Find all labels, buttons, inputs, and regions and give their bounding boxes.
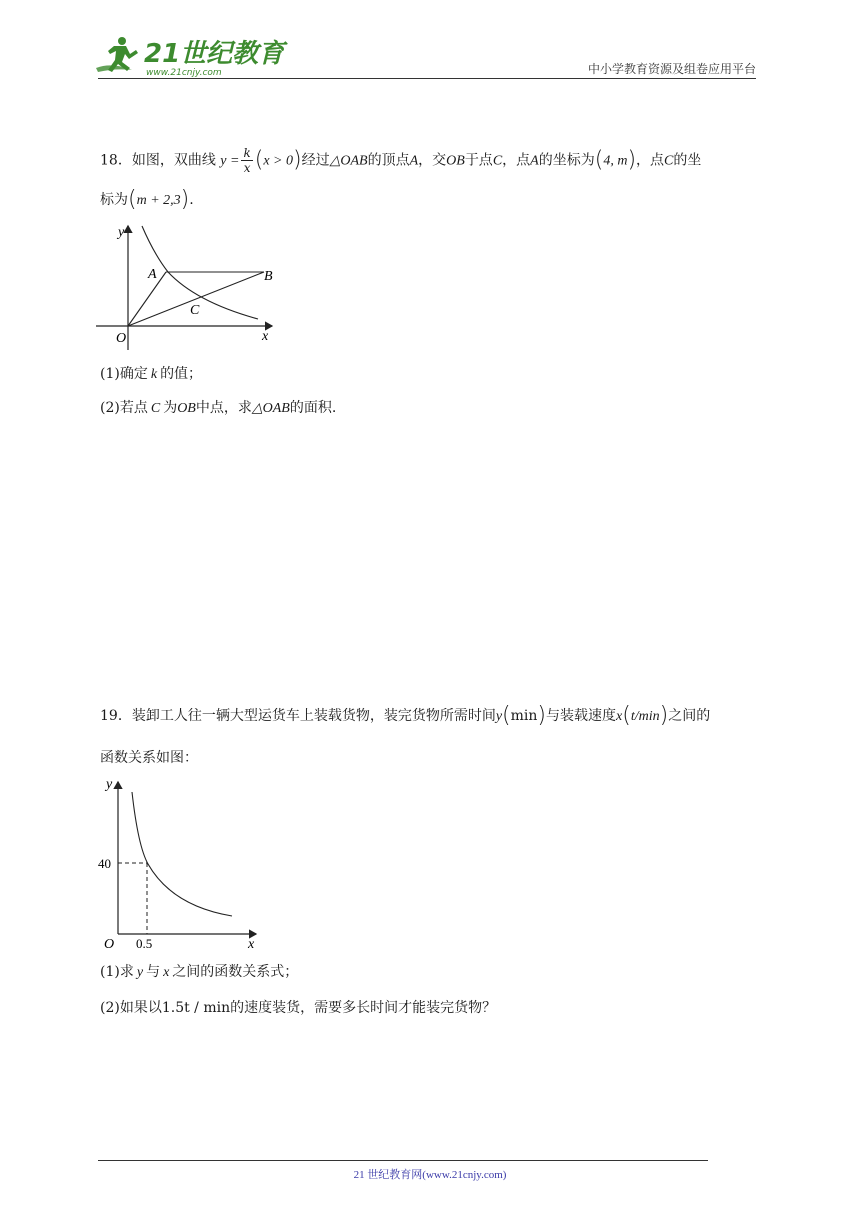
q18-stem-line1: 18．如图，双曲线 y = $\frac{k}{x}$ (x > 0)经过△OAB的顶点A，交OB于点C，点A的坐标为(4, m)，点C的坐 bbox=[100, 146, 702, 175]
brand-name: 21世纪教育 bbox=[144, 39, 285, 69]
label-C: C bbox=[190, 303, 200, 318]
brand-url: www.21cnjy.com bbox=[146, 68, 222, 78]
brand-logo bbox=[92, 32, 285, 80]
label-0-5: 0.5 bbox=[136, 936, 153, 951]
footer-divider bbox=[98, 1160, 708, 1161]
q18-part2: (2)若点 C 为OB中点，求△OAB的面积. bbox=[100, 400, 337, 416]
inverse-curve bbox=[132, 792, 232, 916]
footer-source[interactable]: 21 世纪教育网(www.21cnjy.com) bbox=[353, 1169, 507, 1181]
q19-stem-line1: 19．装卸工人往一辆大型运货车上装载货物，装完货物所需时间y(min)与装载速度x(t/min)之间的 bbox=[100, 703, 711, 728]
q19-part1: (1)求 y 与 x 之间的函数关系式； bbox=[100, 964, 299, 980]
label-O: O bbox=[116, 331, 127, 346]
label-x: x bbox=[248, 937, 255, 952]
q19-stem-line2: 函数关系如图： bbox=[100, 750, 198, 766]
q18-stem-line2: 标为(m + 2,3). bbox=[100, 187, 194, 212]
q19-part2: (2)如果以1.5t / min的速度装货，需要多长时间才能装完货物？ bbox=[100, 1000, 497, 1016]
label-O: O bbox=[104, 937, 115, 952]
label-A: A bbox=[148, 267, 157, 282]
label-B: B bbox=[264, 269, 273, 284]
label-y: y bbox=[118, 225, 125, 240]
runner-icon bbox=[96, 37, 138, 72]
label-y: y bbox=[106, 777, 113, 792]
q18-figure bbox=[96, 220, 286, 350]
q19-figure bbox=[96, 772, 266, 954]
label-x: x bbox=[262, 329, 269, 344]
label-40: 40 bbox=[98, 856, 111, 871]
q18-part1: (1)确定 k 的值； bbox=[100, 366, 203, 382]
platform-name: 中小学教育资源及组卷应用平台 bbox=[587, 62, 756, 76]
header-divider bbox=[98, 78, 756, 79]
